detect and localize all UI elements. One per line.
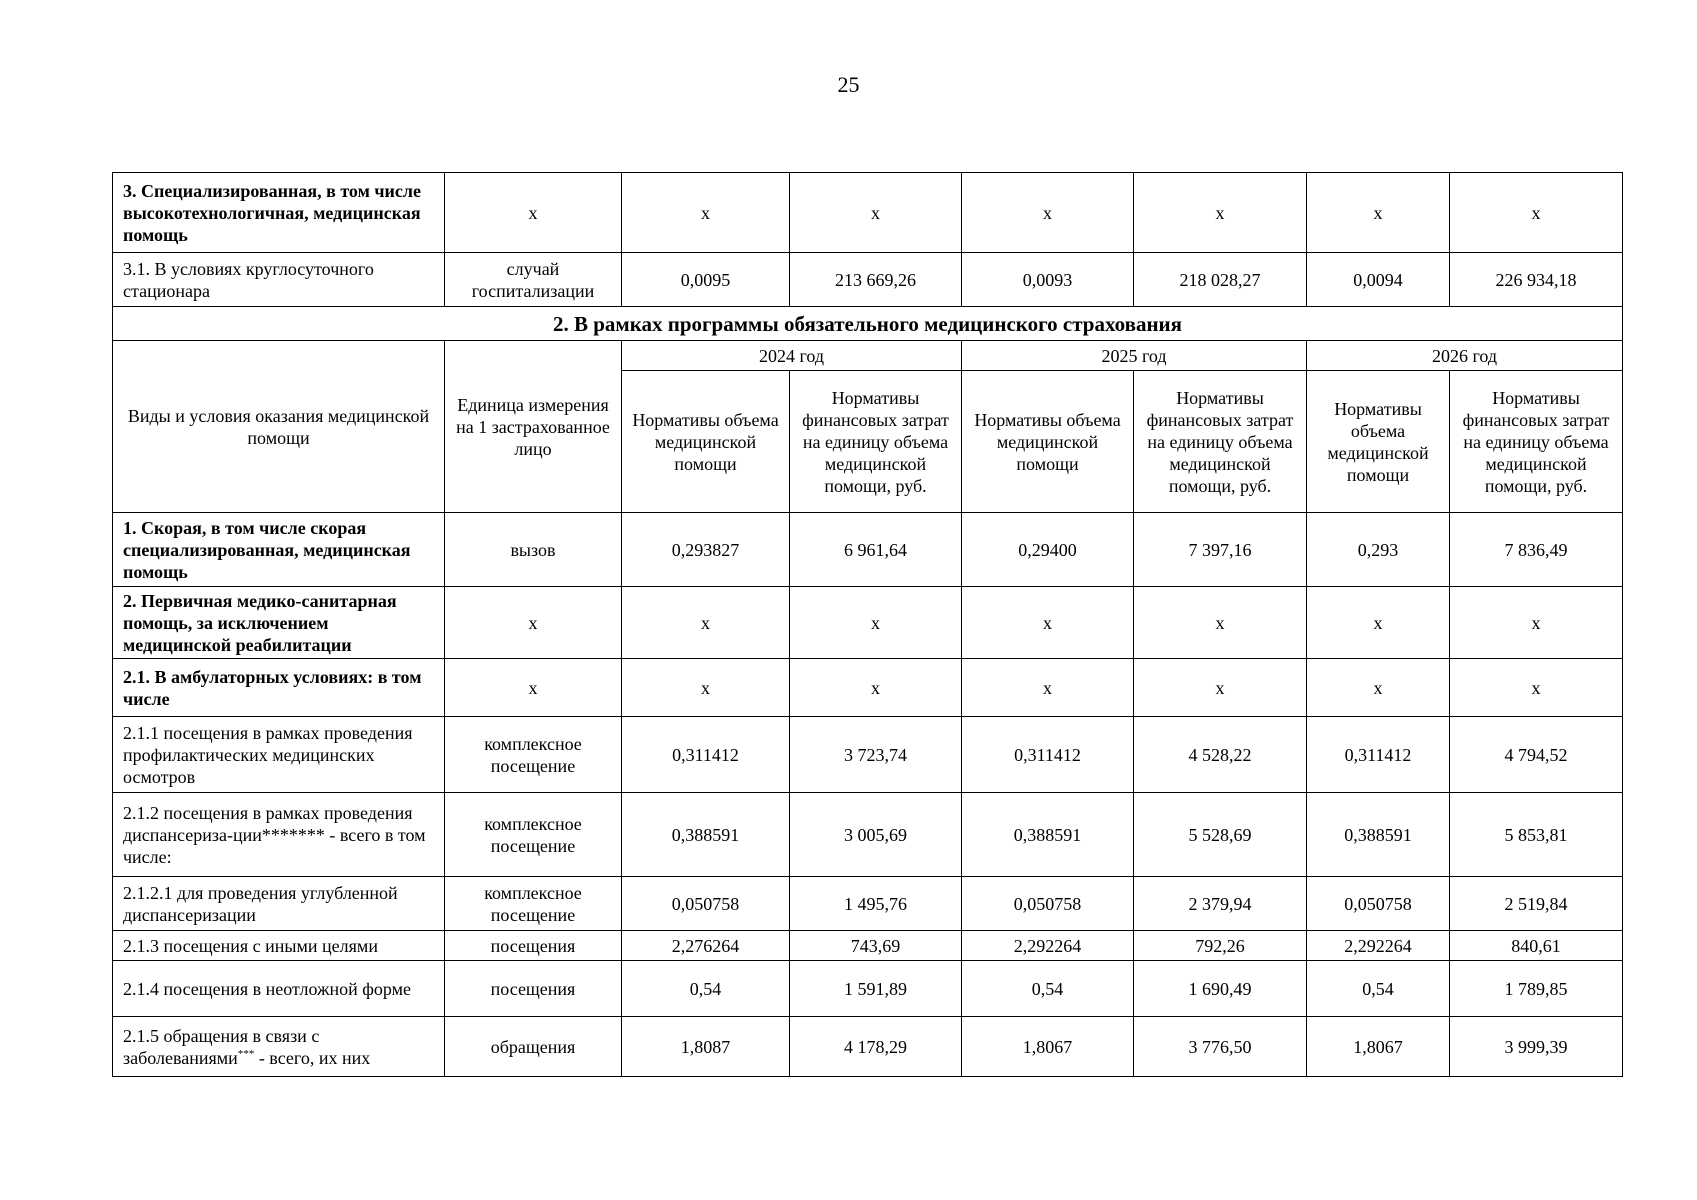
table-row	[113, 253, 1623, 307]
row-name: 1. Скорая, в том числе скорая специализированная, медицинская помощь	[113, 513, 445, 587]
row-unit: комплексное посещение	[445, 877, 622, 931]
cell-cost-2026: 4 794,52	[1450, 717, 1623, 793]
row-unit: посещения	[445, 931, 622, 961]
row-unit: обращения	[445, 1017, 622, 1077]
cell-cost-2026: 5 853,81	[1450, 793, 1623, 877]
cell-volume-2026: х	[1307, 587, 1450, 659]
cell-cost-2026: х	[1450, 173, 1623, 253]
cell-cost-2025: 3 776,50	[1134, 1017, 1307, 1077]
header-cost-2024: Нормативы финансовых затрат на единицу объема медицинской помощи, руб.	[790, 371, 962, 513]
cell-cost-2026: х	[1450, 587, 1623, 659]
cell-cost-2026: 840,61	[1450, 931, 1623, 961]
header-cost-2026: Нормативы финансовых затрат на единицу объема медицинской помощи, руб.	[1450, 371, 1623, 513]
cell-volume-2026: х	[1307, 173, 1450, 253]
header-year-2026: 2026 год	[1307, 341, 1623, 371]
cell-volume-2024: 0,293827	[622, 513, 790, 587]
header-year-2025: 2025 год	[962, 341, 1307, 371]
row-name	[113, 1017, 445, 1077]
cell-cost-2025: х	[1134, 659, 1307, 717]
cell-volume-2026: х	[1307, 659, 1450, 717]
cell-cost-2025: 7 397,16	[1134, 513, 1307, 587]
cell-cost-2026: 1 789,85	[1450, 961, 1623, 1017]
cell-volume-2024: х	[622, 659, 790, 717]
cell-cost-2025: 2 379,94	[1134, 877, 1307, 931]
row-name: 2.1.4 посещения в неотложной форме	[113, 961, 445, 1017]
cell-volume-2026: 0,050758	[1307, 877, 1450, 931]
cell-cost-2025: 5 528,69	[1134, 793, 1307, 877]
cell-cost-2026: 2 519,84	[1450, 877, 1623, 931]
table-row	[113, 931, 1623, 961]
cell-cost-2024: 6 961,64	[790, 513, 962, 587]
header-unit: Единица измерения на 1 застрахованное лицо	[445, 341, 622, 513]
page-number: 25	[837, 72, 860, 97]
table-row	[113, 173, 1623, 253]
cell-volume-2025: х	[962, 173, 1134, 253]
cell-volume-2024: х	[622, 173, 790, 253]
cell-volume-2026: 0,311412	[1307, 717, 1450, 793]
cell-volume-2025: х	[962, 587, 1134, 659]
table-row	[113, 793, 1623, 877]
cell-cost-2024: х	[790, 659, 962, 717]
cell-volume-2024: 0,311412	[622, 717, 790, 793]
row-unit: комплексное посещение	[445, 717, 622, 793]
row-name: 3.1. В условиях круглосуточного стационара	[113, 253, 445, 307]
normatives-table	[112, 172, 1623, 1077]
header-volume-2026: Нормативы объема медицинской помощи	[1307, 371, 1450, 513]
header-volume-2024: Нормативы объема медицинской помощи	[622, 371, 790, 513]
row-unit: х	[445, 587, 622, 659]
row-name: 2.1. В амбулаторных условиях: в том числе	[113, 659, 445, 717]
row-name: 2.1.2 посещения в рамках проведения диспансериза-ции******* - всего в том числе:	[113, 793, 445, 877]
cell-volume-2026: 0,0094	[1307, 253, 1450, 307]
cell-volume-2024: 0,388591	[622, 793, 790, 877]
cell-volume-2025: 0,29400	[962, 513, 1134, 587]
cell-volume-2024: 0,0095	[622, 253, 790, 307]
row-name: 2.1.2.1 для проведения углубленной диспансеризации	[113, 877, 445, 931]
cell-cost-2026: 7 836,49	[1450, 513, 1623, 587]
cell-volume-2025: 0,311412	[962, 717, 1134, 793]
cell-volume-2024: х	[622, 587, 790, 659]
cell-volume-2025: 2,292264	[962, 931, 1134, 961]
cell-cost-2024: х	[790, 587, 962, 659]
row-unit: х	[445, 659, 622, 717]
cell-cost-2024: 3 723,74	[790, 717, 962, 793]
cell-volume-2026: 0,388591	[1307, 793, 1450, 877]
table-row	[113, 513, 1623, 587]
cell-cost-2026: 226 934,18	[1450, 253, 1623, 307]
cell-cost-2026: х	[1450, 659, 1623, 717]
header-year-2024: 2024 год	[622, 341, 962, 371]
cell-volume-2025: 0,050758	[962, 877, 1134, 931]
cell-volume-2025: 1,8067	[962, 1017, 1134, 1077]
cell-cost-2026: 3 999,39	[1450, 1017, 1623, 1077]
cell-cost-2024: х	[790, 173, 962, 253]
cell-volume-2025: 0,388591	[962, 793, 1134, 877]
cell-cost-2024: 213 669,26	[790, 253, 962, 307]
cell-cost-2024: 3 005,69	[790, 793, 962, 877]
cell-cost-2025: 4 528,22	[1134, 717, 1307, 793]
cell-cost-2024: 1 495,76	[790, 877, 962, 931]
cell-volume-2024: 1,8087	[622, 1017, 790, 1077]
cell-volume-2024: 0,54	[622, 961, 790, 1017]
row-name: 2.1.3 посещения с иными целями	[113, 931, 445, 961]
cell-volume-2026: 2,292264	[1307, 931, 1450, 961]
table-row	[113, 717, 1623, 793]
header-row	[113, 341, 1623, 371]
cell-cost-2025: х	[1134, 587, 1307, 659]
section-header: 2. В рамках программы обязательного медицинского страхования	[113, 307, 1623, 341]
table-row	[113, 1017, 1623, 1077]
table-row	[113, 877, 1623, 931]
footnote-marker: ***	[237, 1047, 255, 1060]
row-unit: посещения	[445, 961, 622, 1017]
cell-cost-2024: 743,69	[790, 931, 962, 961]
row-unit: комплексное посещение	[445, 793, 622, 877]
row-unit: случай госпитализации	[445, 253, 622, 307]
cell-volume-2026: 1,8067	[1307, 1017, 1450, 1077]
row-name-suffix: - всего, их них	[254, 1047, 371, 1068]
cell-volume-2025: 0,0093	[962, 253, 1134, 307]
table-row	[113, 587, 1623, 659]
cell-cost-2025: 792,26	[1134, 931, 1307, 961]
cell-volume-2026: 0,293	[1307, 513, 1450, 587]
cell-cost-2024: 1 591,89	[790, 961, 962, 1017]
header-cost-2025: Нормативы финансовых затрат на единицу объема медицинской помощи, руб.	[1134, 371, 1307, 513]
cell-cost-2025: 218 028,27	[1134, 253, 1307, 307]
cell-cost-2025: 1 690,49	[1134, 961, 1307, 1017]
section-row	[113, 307, 1623, 341]
header-volume-2025: Нормативы объема медицинской помощи	[962, 371, 1134, 513]
cell-volume-2024: 2,276264	[622, 931, 790, 961]
cell-volume-2026: 0,54	[1307, 961, 1450, 1017]
cell-volume-2025: х	[962, 659, 1134, 717]
cell-volume-2025: 0,54	[962, 961, 1134, 1017]
cell-volume-2024: 0,050758	[622, 877, 790, 931]
row-name: 3. Специализированная, в том числе высокотехнологичная, медицинская помощь	[113, 173, 445, 253]
table-row	[113, 961, 1623, 1017]
table-row	[113, 659, 1623, 717]
cell-cost-2025: х	[1134, 173, 1307, 253]
header-types: Виды и условия оказания медицинской помощи	[113, 341, 445, 513]
row-name: 2. Первичная медико-санитарная помощь, за исключением медицинской реабилитации	[113, 587, 445, 659]
row-name: 2.1.1 посещения в рамках проведения профилактических медицинских осмотров	[113, 717, 445, 793]
row-unit: вызов	[445, 513, 622, 587]
cell-cost-2024: 4 178,29	[790, 1017, 962, 1077]
row-name-text: 2.1.5 обращения в связи с заболеваниями	[123, 1025, 320, 1068]
row-unit: х	[445, 173, 622, 253]
